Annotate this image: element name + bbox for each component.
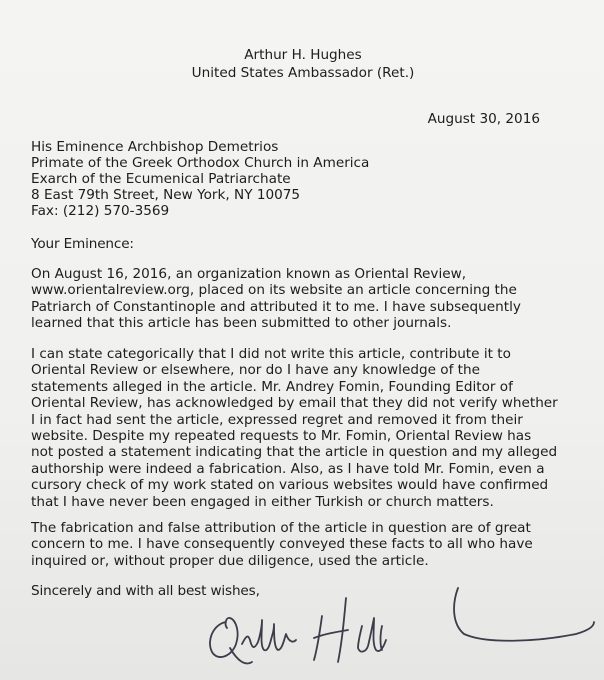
- paragraph-line: I can state categorically that I did not write this article, contribute it to: [31, 346, 511, 362]
- paragraph-line: that I have never been engaged in either Turkish or church matters.: [31, 493, 494, 510]
- paragraph-line: statements alleged in the article. Mr. Andrey Fomin, Founding Editor of: [31, 378, 513, 395]
- paragraph-1: [31, 266, 521, 332]
- paragraph-line: concern to me. I have consequently conveyed these facts to all who have: [31, 536, 533, 553]
- paragraph-line: The fabrication and false attribution of the article in question are of great: [31, 520, 531, 536]
- paragraph-line: www.orientalreview.org, placed on its website an article concerning the: [31, 282, 517, 299]
- paragraph-line: Oriental Review, has acknowledged by email that they did not verify whether: [31, 395, 558, 412]
- salutation: Your Eminence:: [31, 236, 134, 252]
- paragraph-2: [31, 346, 558, 510]
- paragraph-line: learned that this article has been submitted to other journals.: [31, 315, 452, 332]
- closing: Sincerely and with all best wishes,: [31, 583, 260, 599]
- paragraph-line: I in fact had sent the article, expressed regret and removed it from their: [31, 411, 523, 428]
- paragraph-line: authorship were indeed a fabrication. Also, as I have told Mr. Fomin, even a: [31, 460, 545, 477]
- paragraph-line: inquired or, without proper due diligence, used the article.: [31, 552, 429, 569]
- paragraph-line: not posted a statement indicating that the article in question and my alleged: [31, 444, 558, 461]
- letter-date: August 30, 2016: [427, 111, 540, 127]
- paragraph-line: Oriental Review or elsewhere, nor do I have any knowledge of the: [31, 362, 480, 379]
- sender-name: Arthur H. Hughes: [244, 47, 362, 63]
- recipient-line: His Eminence Archbishop Demetrios: [31, 139, 279, 155]
- recipient-line: Primate of the Greek Orthodox Church in America: [31, 155, 370, 171]
- paragraph-line: Patriarch of Constantinople and attributed it to me. I have subsequently: [31, 298, 521, 315]
- paragraph-3: [31, 520, 533, 569]
- letterhead: [0, 46, 604, 82]
- sender-title: United States Ambassador (Ret.): [191, 65, 415, 81]
- recipient-line: 8 East 79th Street, New York, NY 10075: [31, 187, 301, 203]
- handwritten-signature: [196, 570, 596, 670]
- recipient-line: Exarch of the Ecumenical Patriarchate: [31, 171, 291, 187]
- paragraph-line: On August 16, 2016, an organization known as Oriental Review,: [31, 266, 467, 282]
- paragraph-line: website. Despite my repeated requests to Mr. Fomin, Oriental Review has: [31, 428, 532, 445]
- recipient-line: Fax: (212) 570-3569: [31, 203, 170, 219]
- recipient-address: [31, 139, 369, 219]
- paragraph-line: cursory check of my work stated on various websites would have confirmed: [31, 477, 549, 494]
